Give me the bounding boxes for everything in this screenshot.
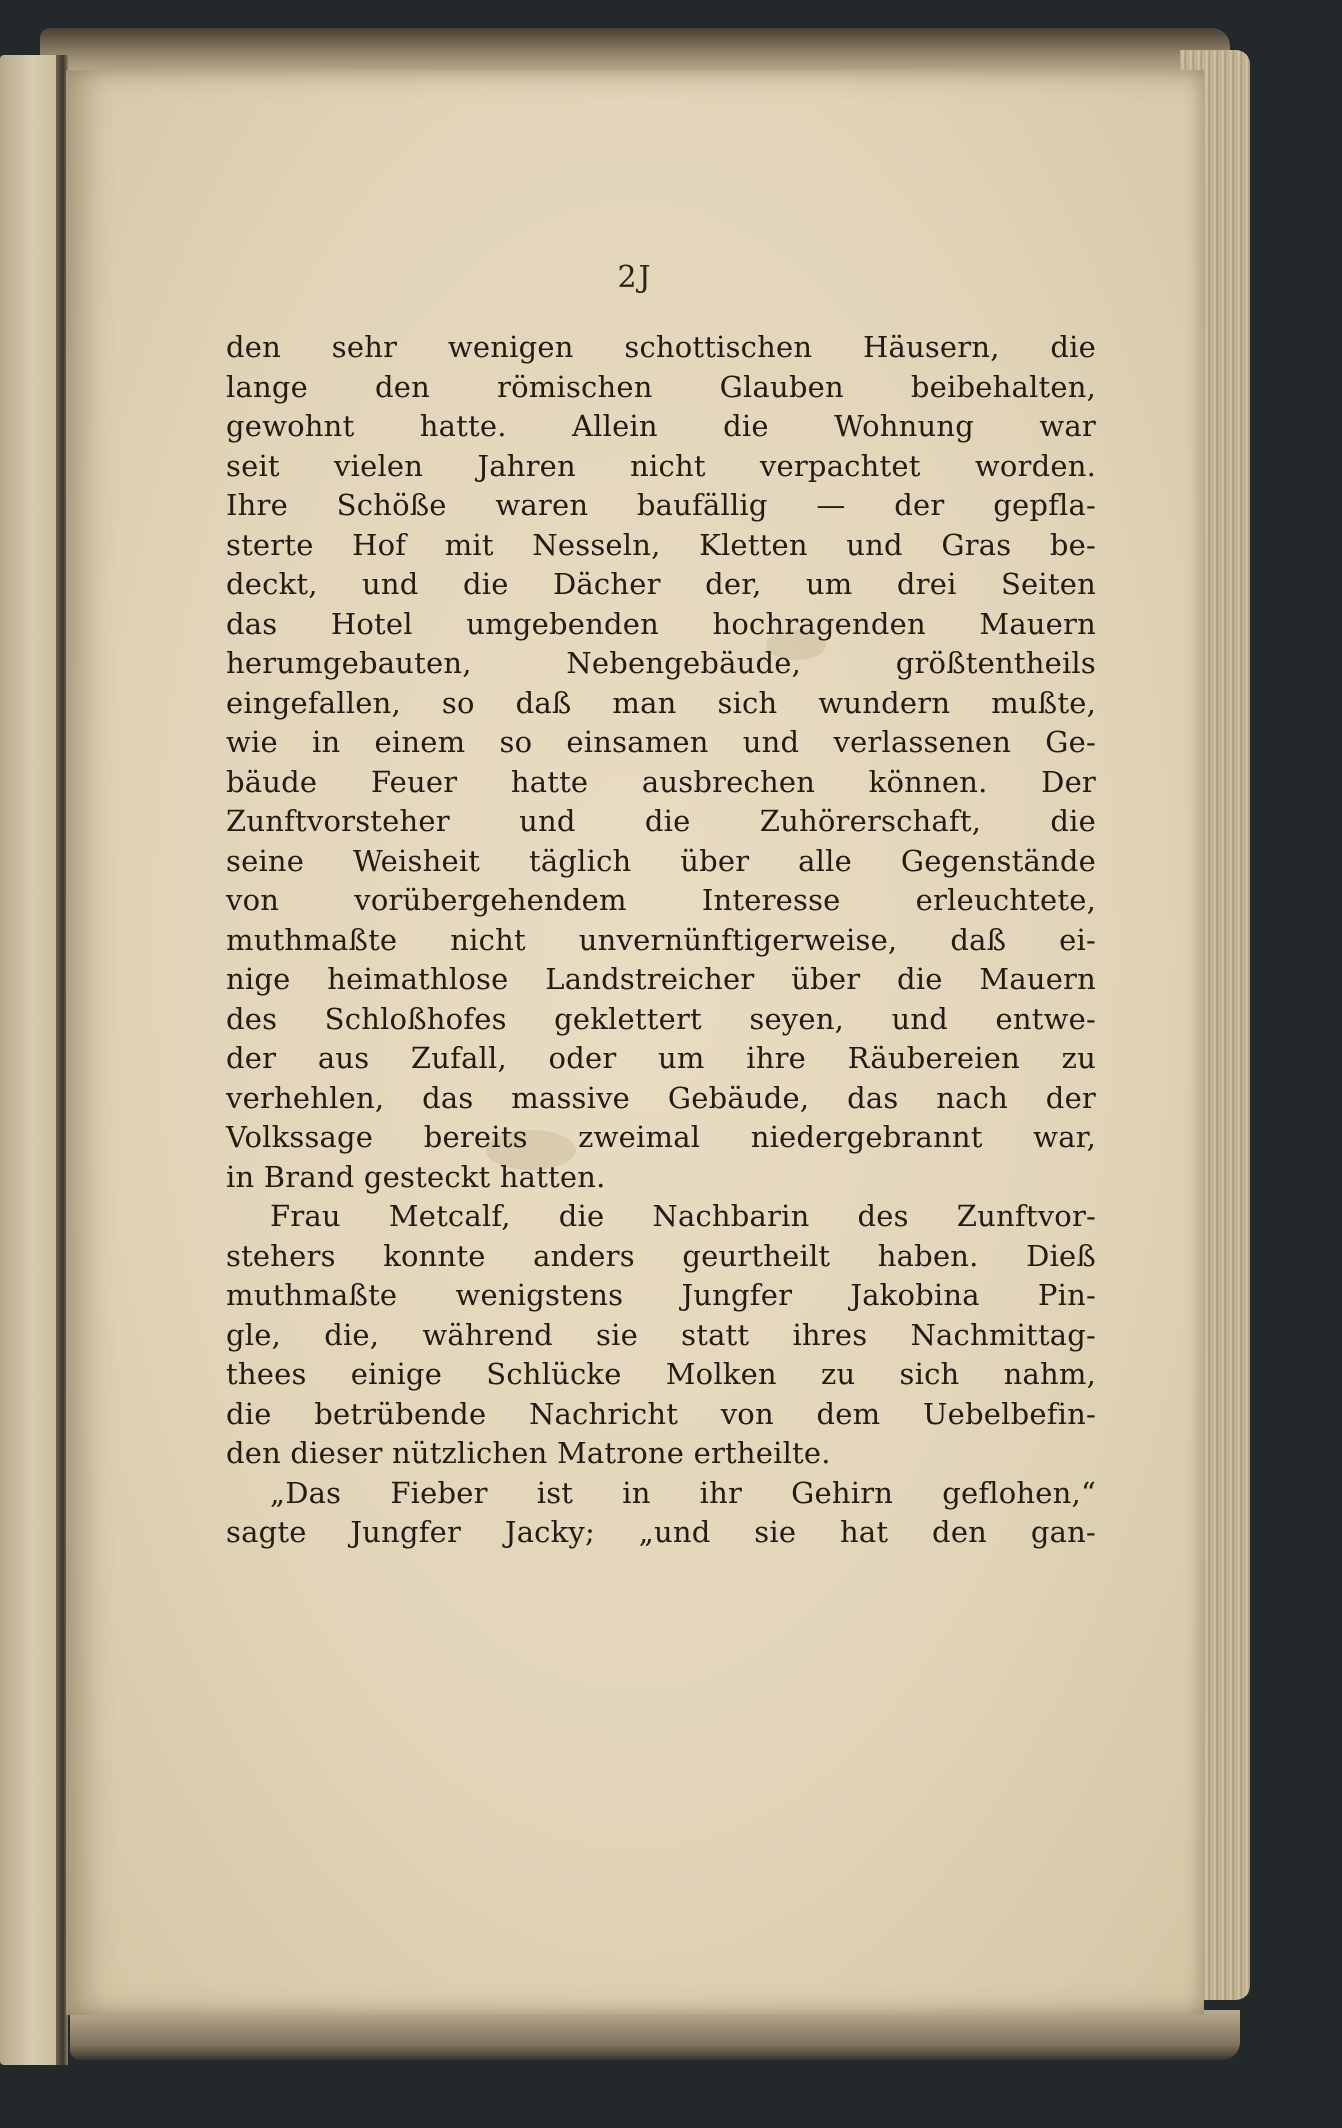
left-facing-page xyxy=(0,55,62,2065)
text-line: der aus Zufall, oder um ihre Räubereien zu xyxy=(226,1041,1096,1075)
text-line: seit vielen Jahren nicht verpachtet worden. xyxy=(226,448,1096,483)
text-line: thees einige Schlücke Molken zu sich nahm, xyxy=(226,1357,1096,1391)
text-line: „Das Fieber ist in ihr Gehirn geflohen,“ xyxy=(270,1475,1096,1510)
page-stack-bottom-edge xyxy=(70,2010,1240,2060)
text-line: bäude Feuer hatte ausbrechen können. Der xyxy=(226,764,1096,799)
text-line: sagte Jungfer Jacky; „und sie hat den gan- xyxy=(226,1515,1096,1549)
text-line: stehers konnte anders geurtheilt haben. Dieß xyxy=(226,1238,1096,1273)
text-line: deckt, und die Dächer der, um drei Seiten xyxy=(226,567,1096,601)
text-line: von vorübergehendem Interesse erleuchtete, xyxy=(226,883,1096,917)
text-line: seine Weisheit täglich über alle Gegenstände xyxy=(226,843,1096,878)
text-line: nige heimathlose Landstreicher über die Mauern xyxy=(226,962,1096,996)
text-line: verhehlen, das massive Gebäude, das nach der xyxy=(226,1080,1096,1115)
text-line: herumgebauten, Nebengebäude, größtentheils xyxy=(226,646,1096,680)
text-line: den dieser nützlichen Matrone ertheilte. xyxy=(226,1436,831,1470)
text-line: Ihre Schöße waren baufällig — der gepfla- xyxy=(226,488,1096,522)
book-page xyxy=(66,70,1204,2015)
text-line: wie in einem so einsamen und verlassenen Ge- xyxy=(226,725,1096,759)
text-line: gle, die, während sie statt ihres Nachmittag- xyxy=(226,1317,1096,1352)
text-line: sterte Hof mit Nesseln, Kletten und Gras be- xyxy=(226,527,1096,562)
text-line: muthmaßte nicht unvernünftigerweise, daß ei- xyxy=(226,922,1096,957)
text-line: die betrübende Nachricht von dem Uebelbefin- xyxy=(226,1396,1096,1431)
text-line: gewohnt hatte. Allein die Wohnung war xyxy=(226,409,1096,443)
body-text xyxy=(226,328,1096,1553)
text-line: des Schloßhofes geklettert seyen, und entwe- xyxy=(226,1001,1096,1036)
book-cover-edge xyxy=(40,28,1230,72)
text-line: lange den römischen Glauben beibehalten, xyxy=(226,369,1096,404)
text-line: den sehr wenigen schottischen Häusern, die xyxy=(226,330,1096,364)
text-line: das Hotel umgebenden hochragenden Mauern xyxy=(226,606,1096,641)
text-line: Zunftvorsteher und die Zuhörerschaft, die xyxy=(226,804,1096,838)
page-number: 2J xyxy=(617,260,653,295)
text-line: eingefallen, so daß man sich wundern mußte, xyxy=(226,685,1096,720)
text-line: Volkssage bereits zweimal niedergebrannt war, xyxy=(226,1120,1096,1154)
text-line: in Brand gesteckt hatten. xyxy=(226,1159,606,1194)
text-line: Frau Metcalf, die Nachbarin des Zunftvor- xyxy=(270,1199,1096,1233)
text-line: muthmaßte wenigstens Jungfer Jakobina Pin- xyxy=(226,1278,1096,1312)
